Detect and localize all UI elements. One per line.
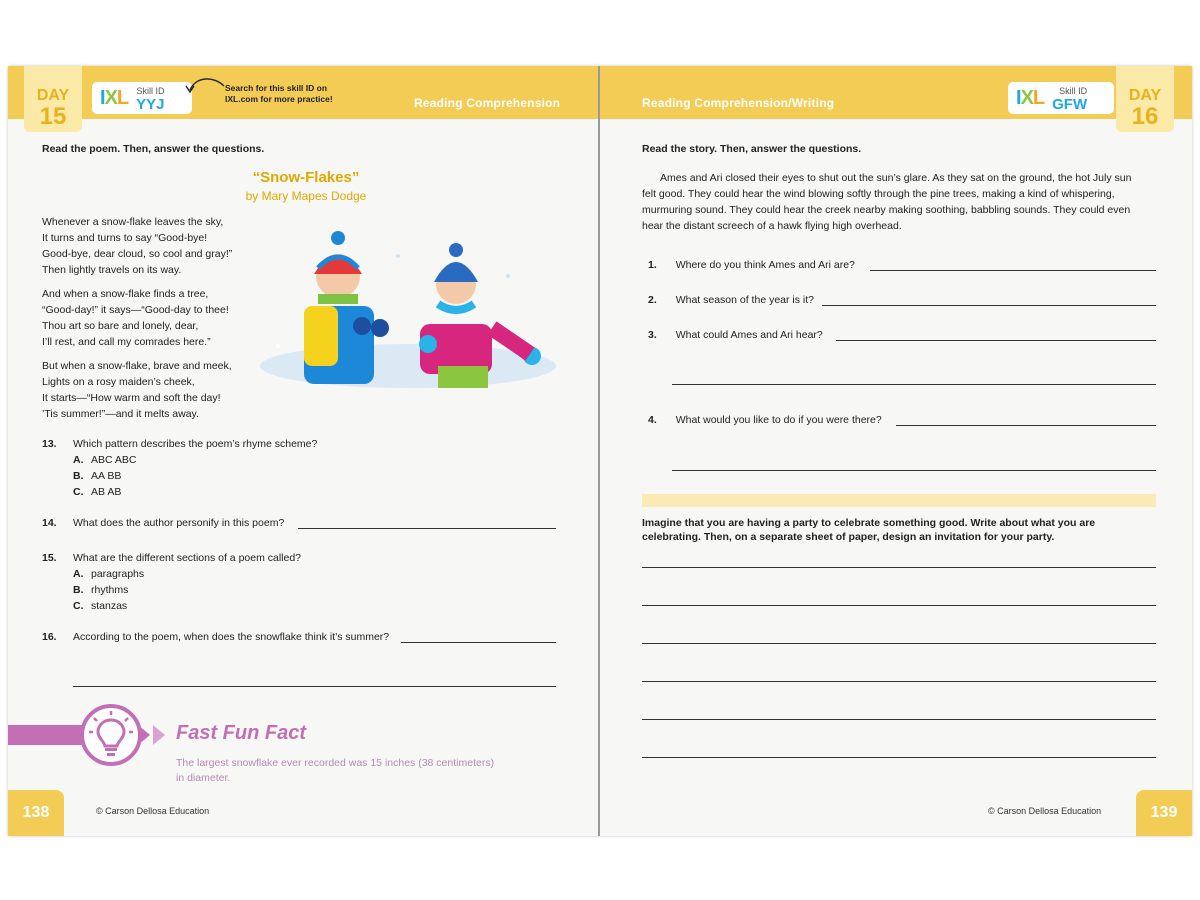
ixl-note: Search for this skill ID on IXL.com for more practice! — [225, 83, 333, 104]
lightbulb-icon — [80, 704, 142, 766]
answer-line-2[interactable] — [822, 305, 1156, 306]
fact-title: Fast Fun Fact — [176, 722, 307, 744]
q15-option-c: C. stanzas — [73, 600, 128, 612]
skill-id-label: Skill ID — [136, 85, 165, 96]
section-title: Reading Comprehension — [414, 96, 561, 110]
ixl-skill-badge[interactable] — [92, 82, 192, 114]
day-badge — [24, 66, 82, 132]
page-number: 138 — [8, 790, 64, 836]
writing-line-1[interactable] — [642, 567, 1156, 568]
children-in-snow-illustration — [258, 216, 558, 391]
day-label: DAY — [36, 87, 70, 104]
q15-option-a: A. paragraphs — [73, 568, 145, 580]
story-paragraph: Ames and Ari closed their eyes to shut out the sun’s glare. As they sat on the ground, the hot July sun felt good. They could hear the wind blowing softly through the pine trees, making a kind of whispering, murmuring sound. They could hear the creek nearby making soothing, babbling sounds. They could even hear the distant screech of a hawk flying high overhead. — [642, 172, 1132, 232]
ixl-logo: IXL — [1016, 86, 1045, 109]
skill-id: YYJ — [136, 95, 165, 113]
question-1: 1. Where do you think Ames and Ari are? — [648, 259, 855, 271]
instruction: Read the poem. Then, answer the questions. — [42, 143, 265, 155]
question-4: 4. What would you like to do if you were there? — [648, 414, 882, 426]
day-label: DAY — [1128, 87, 1162, 104]
page-number: 139 — [1136, 790, 1192, 836]
answer-line-16b[interactable] — [73, 686, 556, 687]
q13-option-c: C. AB AB — [73, 486, 122, 498]
fact-arrow-2 — [153, 725, 165, 745]
poem-stanza-1: Whenever a snow-flake leaves the sky, It turns and turns to say “Good-bye! Good-bye, dear cloud, so cool and gray!” Then lightly travels on its way. — [42, 216, 233, 276]
right-page — [600, 66, 1192, 836]
day-badge — [1116, 66, 1174, 132]
workbook-spread — [8, 66, 1192, 836]
copyright: © Carson Dellosa Education — [96, 806, 210, 816]
left-page — [8, 66, 600, 836]
writing-line-3[interactable] — [642, 643, 1156, 644]
poem-author: by Mary Mapes Dodge — [245, 189, 367, 203]
fact-body: The largest snowflake ever recorded was 15 inches (38 centimeters) in diameter. — [176, 757, 495, 784]
answer-line-3a[interactable] — [836, 340, 1156, 341]
writing-line-6[interactable] — [642, 757, 1156, 758]
q15-option-b: B. rhythms — [73, 584, 129, 596]
question-13: 13. Which pattern describes the poem’s rhyme scheme? — [42, 438, 318, 450]
poem-stanza-3: But when a snow-flake, brave and meek, Lights on a rosy maiden’s cheek, It starts—“How warm and soft the day! ’Tis summer!”—and it melts away. — [42, 360, 232, 420]
question-16: 16. According to the poem, when does the snowflake think it’s summer? — [42, 631, 390, 643]
answer-line-14[interactable] — [298, 528, 556, 529]
ixl-logo: IXL — [100, 86, 129, 109]
writing-prompt: Imagine that you are having a party to celebrate something good. Write about what you are celebrating. Then, on a separate sheet of paper, design an invitation for your party. — [642, 517, 1096, 543]
question-14: 14. What does the author personify in this poem? — [42, 517, 285, 529]
q13-option-a: A. ABC ABC — [73, 454, 137, 466]
answer-line-16a[interactable] — [401, 642, 556, 643]
question-15: 15. What are the different sections of a poem called? — [42, 552, 302, 564]
answer-line-4a[interactable] — [896, 425, 1156, 426]
day-number: 16 — [1131, 103, 1159, 130]
section-title: Reading Comprehension/Writing — [642, 96, 835, 110]
answer-line-3b[interactable] — [672, 384, 1156, 385]
question-3: 3. What could Ames and Ari hear? — [648, 329, 823, 341]
ixl-skill-badge[interactable] — [1008, 82, 1114, 114]
writing-line-5[interactable] — [642, 719, 1156, 720]
curved-arrow-icon — [184, 76, 228, 98]
writing-line-4[interactable] — [642, 681, 1156, 682]
instruction: Read the story. Then, answer the questions. — [642, 143, 862, 155]
skill-id: GFW — [1052, 95, 1088, 113]
skill-id-label: Skill ID — [1059, 85, 1088, 96]
day-number: 15 — [39, 103, 67, 130]
answer-line-4b[interactable] — [672, 470, 1156, 471]
writing-line-2[interactable] — [642, 605, 1156, 606]
question-2: 2. What season of the year is it? — [648, 294, 815, 306]
answer-line-1[interactable] — [870, 270, 1156, 271]
divider-bar — [642, 494, 1156, 507]
poem-title: “Snow-Flakes” — [252, 169, 360, 186]
copyright: © Carson Dellosa Education — [988, 806, 1102, 816]
poem-stanza-2: And when a snow-flake finds a tree, “Good-day!” it says—“Good-day to thee! Thou art so bare and lonely, dear, I’ll rest, and call my comrades here.” — [42, 288, 229, 348]
q13-option-b: B. AA BB — [73, 470, 122, 482]
